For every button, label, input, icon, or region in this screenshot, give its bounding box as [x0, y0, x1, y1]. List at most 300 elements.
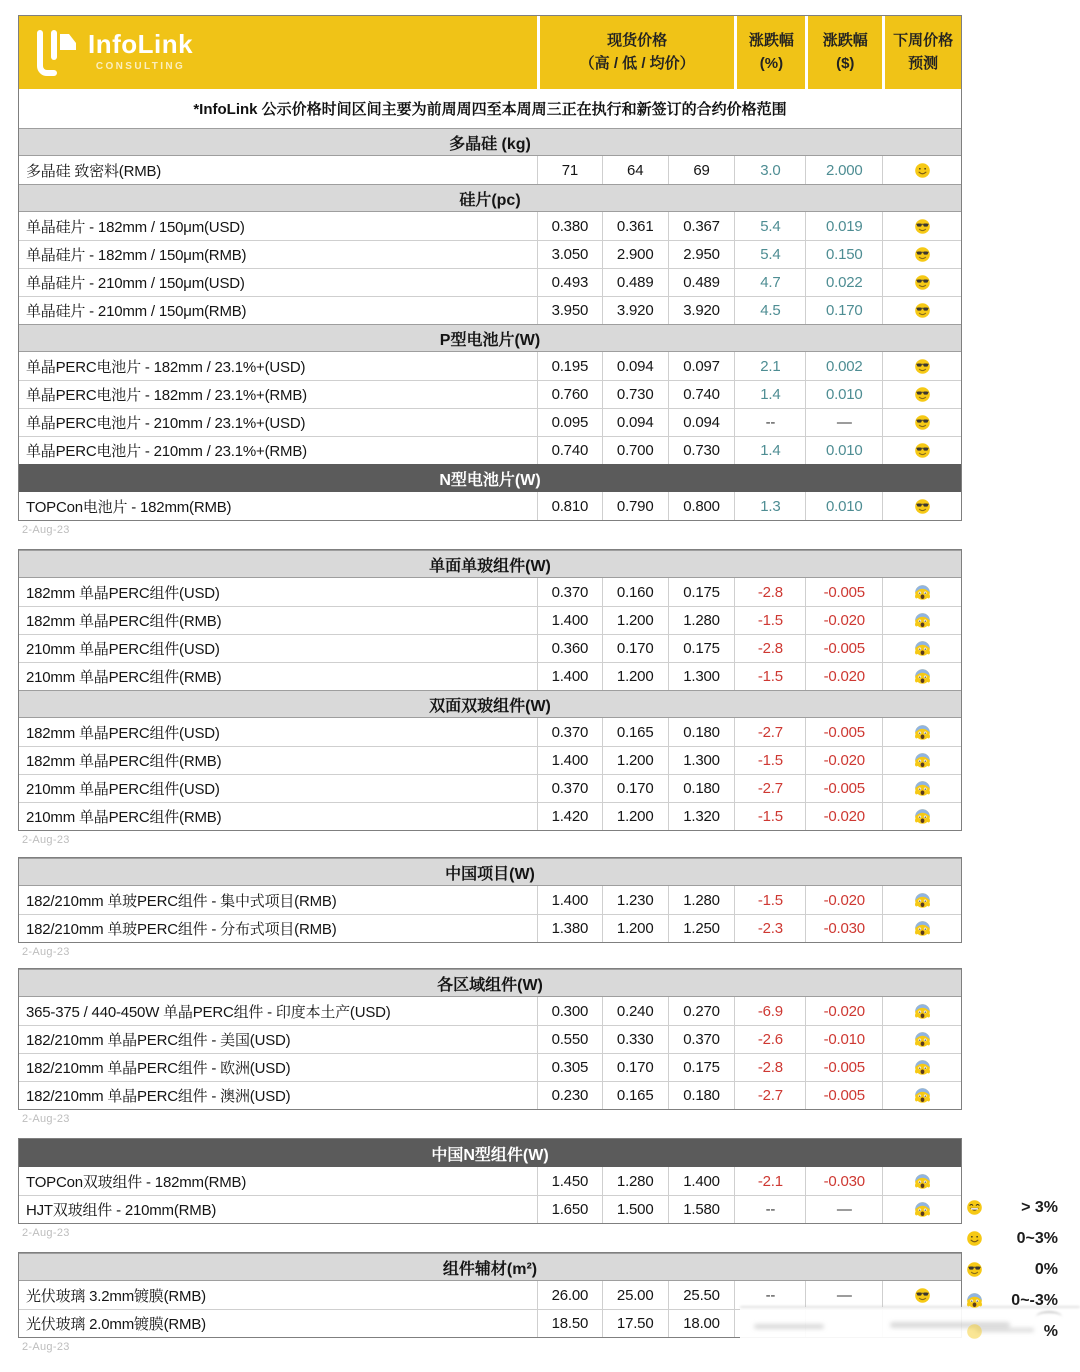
scream-emoji — [966, 1292, 983, 1309]
price-low-cell: 3.920 — [602, 297, 668, 324]
infolink-logo-icon — [33, 28, 79, 78]
price-high-cell: 1.400 — [537, 886, 602, 914]
legend-item — [952, 1285, 1070, 1316]
change-usd-cell: 0.002 — [805, 352, 882, 380]
price-avg-cell: 0.175 — [668, 1054, 735, 1081]
table-row — [19, 997, 961, 1025]
product-label: 多晶硅 致密料(RMB) — [26, 162, 162, 180]
table-row — [19, 802, 961, 830]
forecast-cell — [882, 1167, 961, 1195]
price-low-cell: 0.330 — [602, 1026, 668, 1053]
change-usd-cell: -0.020 — [805, 747, 882, 774]
change-usd-cell: 0.010 — [805, 381, 882, 408]
date-label: 2-Aug-23 — [22, 1341, 70, 1353]
table-row — [19, 1053, 961, 1081]
price-low-cell: 0.361 — [602, 212, 668, 240]
price-avg-cell: 1.580 — [668, 1196, 735, 1223]
brand-name: InfoLink — [88, 29, 194, 60]
price-avg-cell: 0.094 — [668, 409, 735, 436]
scream-emoji — [914, 1087, 931, 1104]
table-row — [19, 914, 961, 942]
price-low-cell: 17.50 — [602, 1310, 668, 1337]
price-high-cell: 0.360 — [537, 635, 602, 662]
change-pct-label: 涨跌幅 — [748, 32, 794, 49]
change-usd-cell: -0.005 — [805, 775, 882, 802]
change-pct-cell: -- — [734, 409, 805, 436]
cool-emoji — [914, 386, 931, 403]
change-usd-cell: 0.019 — [805, 212, 882, 240]
price-avg-cell: 0.800 — [668, 492, 735, 520]
legend-label: > 3% — [1021, 1198, 1058, 1216]
scream-emoji — [914, 752, 931, 769]
forecast-cell — [882, 718, 961, 746]
price-low-cell: 1.230 — [602, 886, 668, 914]
date-label: 2-Aug-23 — [22, 1113, 70, 1125]
table-row — [19, 746, 961, 774]
forecast-cell — [882, 1196, 961, 1223]
price-avg-cell: 0.367 — [668, 212, 735, 240]
price-low-cell: 0.170 — [602, 775, 668, 802]
price-high-cell: 1.400 — [537, 663, 602, 690]
change-usd-cell: 0.010 — [805, 492, 882, 520]
change-usd-cell: -0.020 — [805, 886, 882, 914]
price-high-cell: 0.370 — [537, 578, 602, 606]
scream-emoji — [914, 808, 931, 825]
smile-emoji — [966, 1230, 983, 1247]
product-label: 365-375 / 440-450W 单晶PERC组件 - 印度本土产(USD) — [26, 1003, 391, 1021]
change-pct-cell: -- — [734, 1196, 805, 1223]
cool-emoji — [914, 358, 931, 375]
table-row — [19, 436, 961, 464]
product-label: HJT双玻组件 - 210mm(RMB) — [26, 1202, 217, 1219]
table-row — [19, 662, 961, 690]
price-low-cell: 1.200 — [602, 663, 668, 690]
forecast-cell — [882, 886, 961, 914]
forecast-label: 下周价格 — [893, 32, 954, 49]
price-high-cell: 0.760 — [537, 381, 602, 408]
price-low-cell: 0.240 — [602, 997, 668, 1025]
section-header: 双面双玻组件(W) — [19, 690, 961, 718]
price-avg-cell: 0.740 — [668, 381, 735, 408]
price-high-cell: 0.810 — [537, 492, 602, 520]
price-low-cell: 1.280 — [602, 1167, 668, 1195]
ghost-emoji — [966, 1323, 983, 1340]
price-low-cell: 0.165 — [602, 718, 668, 746]
product-label: 210mm 单晶PERC组件(RMB) — [26, 809, 222, 826]
forecast-column-header — [882, 16, 961, 89]
change-usd-column-header — [805, 16, 882, 89]
forecast-cell — [882, 1281, 961, 1309]
table-row — [19, 774, 961, 802]
change-pct-cell: -2.7 — [734, 718, 805, 746]
table-row — [19, 212, 961, 240]
change-pct-cell: -6.9 — [734, 997, 805, 1025]
change-usd-cell: -0.005 — [805, 718, 882, 746]
table-row — [19, 380, 961, 408]
price-avg-cell: 0.175 — [668, 635, 735, 662]
change-usd-cell: — — [805, 1196, 882, 1223]
forecast-cell — [882, 635, 961, 662]
table-row — [19, 1167, 961, 1195]
product-label: TOPCon电池片 - 182mm(RMB) — [26, 498, 232, 516]
legend-item — [952, 1223, 1070, 1254]
price-low-cell: 0.489 — [602, 269, 668, 296]
forecast-cell — [882, 915, 961, 942]
price-low-cell: 1.500 — [602, 1196, 668, 1223]
forecast-cell — [882, 747, 961, 774]
change-pct-cell: -2.8 — [734, 578, 805, 606]
product-label: 单晶PERC电池片 - 182mm / 23.1%+(RMB) — [26, 387, 307, 404]
product-label: 单晶硅片 - 182mm / 150μm(RMB) — [26, 247, 247, 264]
change-pct-cell: -1.5 — [734, 803, 805, 830]
legend-label: 0~3% — [1016, 1229, 1058, 1247]
scream-emoji — [914, 724, 931, 741]
forecast-cell — [882, 775, 961, 802]
forecast-cell — [882, 297, 961, 324]
price-low-cell: 0.094 — [602, 409, 668, 436]
price-avg-cell: 1.250 — [668, 915, 735, 942]
change-usd-cell: -0.020 — [805, 997, 882, 1025]
change-pct-cell: 3.0 — [734, 156, 805, 184]
product-label: 182/210mm 单晶PERC组件 - 澳洲(USD) — [26, 1088, 291, 1105]
price-high-cell: 1.400 — [537, 747, 602, 774]
price-avg-cell: 25.50 — [668, 1281, 735, 1309]
forecast-cell — [882, 803, 961, 830]
product-label: 单晶PERC电池片 - 182mm / 23.1%+(USD) — [26, 358, 306, 376]
scream-emoji — [914, 612, 931, 629]
cool-emoji — [914, 414, 931, 431]
change-pct-cell: -2.6 — [734, 1026, 805, 1053]
price-avg-cell: 0.370 — [668, 1026, 735, 1053]
smile-emoji — [914, 162, 931, 179]
price-high-cell: 0.550 — [537, 1026, 602, 1053]
legend-item — [952, 1254, 1070, 1285]
price-avg-cell: 1.320 — [668, 803, 735, 830]
price-high-cell: 1.650 — [537, 1196, 602, 1223]
table-row — [19, 156, 961, 184]
table-row — [19, 268, 961, 296]
table-row — [19, 296, 961, 324]
section-header: 中国N型组件(W) — [19, 1139, 961, 1167]
change-usd-cell: 0.150 — [805, 241, 882, 268]
cool-emoji — [914, 274, 931, 291]
price-low-cell: 0.165 — [602, 1082, 668, 1109]
forecast-cell — [882, 1026, 961, 1053]
table-row — [19, 492, 961, 520]
scream-emoji — [914, 584, 931, 601]
date-label: 2-Aug-23 — [22, 524, 70, 536]
product-label: 182/210mm 单晶PERC组件 - 美国(USD) — [26, 1032, 291, 1049]
scream-emoji — [914, 892, 931, 909]
forecast-cell — [882, 578, 961, 606]
price-low-cell: 1.200 — [602, 915, 668, 942]
product-label: 单晶PERC电池片 - 210mm / 23.1%+(USD) — [26, 415, 306, 432]
table-row — [19, 1195, 961, 1223]
change-usd-cell: -0.020 — [805, 663, 882, 690]
grin-emoji — [966, 1199, 983, 1216]
change-usd-cell: -0.030 — [805, 1167, 882, 1195]
price-avg-cell: 0.180 — [668, 1082, 735, 1109]
section-header: 单面单玻组件(W) — [19, 550, 961, 578]
spot-price-column-header — [537, 16, 735, 89]
product-label: 单晶硅片 - 210mm / 150μm(USD) — [26, 275, 245, 292]
price-table-modules — [18, 549, 962, 846]
change-pct-cell: -2.8 — [734, 1054, 805, 1081]
price-high-cell: 1.380 — [537, 915, 602, 942]
product-label: 182mm 单晶PERC组件(USD) — [26, 584, 220, 602]
change-pct-cell: 5.4 — [734, 212, 805, 240]
price-low-cell: 1.200 — [602, 607, 668, 634]
forecast-cell — [882, 156, 961, 184]
change-pct-cell: -1.5 — [734, 607, 805, 634]
forecast-legend — [952, 1192, 1070, 1347]
price-low-cell: 2.900 — [602, 241, 668, 268]
price-low-cell: 0.700 — [602, 437, 668, 464]
section-header: 硅片(pc) — [19, 184, 961, 212]
product-label: 182mm 单晶PERC组件(USD) — [26, 724, 220, 742]
price-high-cell: 1.420 — [537, 803, 602, 830]
price-low-cell: 0.170 — [602, 1054, 668, 1081]
price-high-cell: 26.00 — [537, 1281, 602, 1309]
price-avg-cell: 2.950 — [668, 241, 735, 268]
price-table-upstream — [18, 15, 962, 536]
price-avg-cell: 3.920 — [668, 297, 735, 324]
legend-label: % — [1043, 1322, 1058, 1340]
section-header: 各区域组件(W) — [19, 969, 961, 997]
table-row — [19, 634, 961, 662]
price-high-cell: 0.493 — [537, 269, 602, 296]
section-header: N型电池片(W) — [19, 464, 961, 492]
price-high-cell: 1.450 — [537, 1167, 602, 1195]
change-usd-cell: -0.020 — [805, 607, 882, 634]
cool-emoji — [914, 442, 931, 459]
product-label: TOPCon双玻组件 - 182mm(RMB) — [26, 1173, 247, 1191]
scream-emoji — [914, 1173, 931, 1190]
forecast-cell — [882, 269, 961, 296]
change-pct-cell: -1.5 — [734, 886, 805, 914]
change-pct-cell: 1.4 — [734, 381, 805, 408]
forecast-cell — [882, 409, 961, 436]
price-high-cell: 3.050 — [537, 241, 602, 268]
infolink-logo — [33, 28, 193, 78]
price-avg-cell: 1.300 — [668, 663, 735, 690]
legend-label: 0% — [1034, 1260, 1058, 1278]
section-header: 组件辅材(m²) — [19, 1253, 961, 1281]
product-label: 光伏玻璃 2.0mm镀膜(RMB) — [26, 1316, 206, 1333]
change-pct-cell: -- — [734, 1281, 805, 1309]
brand-header-cell — [19, 16, 537, 89]
price-avg-cell: 18.00 — [668, 1310, 735, 1337]
price-low-cell: 1.200 — [602, 803, 668, 830]
price-high-cell: 0.740 — [537, 437, 602, 464]
section-header: P型电池片(W) — [19, 324, 961, 352]
spot-price-label: 现货价格 — [607, 32, 668, 49]
brand-subtitle: CONSULTING — [95, 60, 186, 72]
cool-emoji — [914, 302, 931, 319]
price-high-cell: 3.950 — [537, 297, 602, 324]
change-usd-label: 涨跌幅 — [822, 32, 868, 49]
forecast-cell — [882, 1082, 961, 1109]
price-low-cell: 0.094 — [602, 352, 668, 380]
forecast-cell — [882, 997, 961, 1025]
change-usd-cell: 0.022 — [805, 269, 882, 296]
table-row — [19, 886, 961, 914]
price-low-cell: 25.00 — [602, 1281, 668, 1309]
price-table-regional — [18, 968, 962, 1125]
cool-emoji — [914, 498, 931, 515]
cool-emoji — [914, 1287, 931, 1304]
price-low-cell: 0.160 — [602, 578, 668, 606]
table-row — [19, 578, 961, 606]
table-row — [19, 1281, 961, 1309]
section-header: 中国项目(W) — [19, 858, 961, 886]
change-usd-cell: 2.000 — [805, 156, 882, 184]
section-header: 多晶硅 (kg) — [19, 128, 961, 156]
table-row — [19, 1025, 961, 1053]
product-label: 182mm 单晶PERC组件(RMB) — [26, 613, 222, 630]
change-pct-cell: 1.3 — [734, 492, 805, 520]
cool-emoji — [966, 1261, 983, 1278]
legend-item — [952, 1192, 1070, 1223]
price-avg-cell: 0.180 — [668, 718, 735, 746]
change-usd-cell: -0.005 — [805, 1082, 882, 1109]
scream-emoji — [914, 668, 931, 685]
change-pct-cell: -1.5 — [734, 747, 805, 774]
date-label: 2-Aug-23 — [22, 946, 70, 958]
forecast-cell — [882, 241, 961, 268]
cool-emoji — [914, 246, 931, 263]
forecast-sublabel: 预测 — [908, 54, 939, 72]
legend-label: 0~-3% — [1011, 1291, 1058, 1309]
forecast-cell — [882, 212, 961, 240]
product-label: 210mm 单晶PERC组件(USD) — [26, 641, 220, 658]
table-row — [19, 240, 961, 268]
price-high-cell: 0.095 — [537, 409, 602, 436]
product-label: 单晶PERC电池片 - 210mm / 23.1%+(RMB) — [26, 443, 307, 460]
table-row — [19, 1081, 961, 1109]
scream-emoji — [914, 1201, 931, 1218]
price-avg-cell: 0.175 — [668, 578, 735, 606]
change-usd-cell: -0.005 — [805, 1054, 882, 1081]
price-high-cell: 0.300 — [537, 997, 602, 1025]
forecast-cell — [882, 1054, 961, 1081]
change-pct-cell: -2.1 — [734, 1167, 805, 1195]
change-usd-cell: -0.030 — [805, 915, 882, 942]
price-low-cell: 64 — [602, 156, 668, 184]
price-avg-cell: 0.270 — [668, 997, 735, 1025]
change-pct-unit: (%) — [759, 54, 784, 72]
price-high-cell: 0.380 — [537, 212, 602, 240]
price-note: *InfoLink 公示价格时间区间主要为前周周四至本周周三正在执行和新签订的合约价格范围 — [193, 101, 787, 118]
change-usd-cell: — — [805, 1281, 882, 1309]
product-label: 单晶硅片 - 182mm / 150μm(USD) — [26, 218, 245, 236]
table-row — [19, 352, 961, 380]
price-low-cell: 0.170 — [602, 635, 668, 662]
price-high-cell: 0.370 — [537, 718, 602, 746]
smudge-mark — [754, 1324, 824, 1329]
change-usd-cell: 0.010 — [805, 437, 882, 464]
scream-emoji — [914, 1003, 931, 1020]
change-pct-cell: 4.7 — [734, 269, 805, 296]
price-high-cell: 0.305 — [537, 1054, 602, 1081]
change-pct-cell: 4.5 — [734, 297, 805, 324]
price-avg-cell: 1.400 — [668, 1167, 735, 1195]
change-pct-cell: -1.5 — [734, 663, 805, 690]
scream-emoji — [914, 1031, 931, 1048]
legend-item — [952, 1316, 1070, 1347]
product-label: 182/210mm 单晶PERC组件 - 欧洲(USD) — [26, 1060, 291, 1077]
change-pct-cell: -2.7 — [734, 775, 805, 802]
scream-emoji — [914, 640, 931, 657]
forecast-cell — [882, 663, 961, 690]
price-table-china-ntype — [18, 1138, 962, 1239]
cool-emoji — [914, 218, 931, 235]
forecast-cell — [882, 607, 961, 634]
price-low-cell: 0.730 — [602, 381, 668, 408]
change-usd-cell: 0.170 — [805, 297, 882, 324]
table-row — [19, 408, 961, 436]
price-avg-cell: 1.300 — [668, 747, 735, 774]
scream-emoji — [914, 920, 931, 937]
table-header-row — [19, 16, 961, 89]
date-label: 2-Aug-23 — [22, 834, 70, 846]
change-pct-cell: 1.4 — [734, 437, 805, 464]
change-usd-unit: ($) — [836, 54, 855, 72]
price-high-cell: 18.50 — [537, 1310, 602, 1337]
change-pct-cell: 2.1 — [734, 352, 805, 380]
spot-price-sublabel: （高 / 低 / 均价） — [579, 54, 695, 72]
forecast-cell — [882, 437, 961, 464]
price-high-cell: 71 — [537, 156, 602, 184]
table-row — [19, 718, 961, 746]
price-high-cell: 0.195 — [537, 352, 602, 380]
forecast-cell — [882, 492, 961, 520]
table-row — [19, 606, 961, 634]
price-avg-cell: 1.280 — [668, 886, 735, 914]
product-label: 单晶硅片 - 210mm / 150μm(RMB) — [26, 303, 247, 320]
product-label: 210mm 单晶PERC组件(USD) — [26, 781, 220, 798]
forecast-cell — [882, 352, 961, 380]
change-pct-column-header — [734, 16, 805, 89]
price-avg-cell: 1.280 — [668, 607, 735, 634]
change-pct-cell: -2.8 — [734, 635, 805, 662]
change-usd-cell: -0.020 — [805, 803, 882, 830]
price-table-china-projects — [18, 857, 962, 958]
date-label: 2-Aug-23 — [22, 1227, 70, 1239]
price-high-cell: 1.400 — [537, 607, 602, 634]
product-label: 182/210mm 单玻PERC组件 - 集中式项目(RMB) — [26, 892, 337, 910]
product-label: 光伏玻璃 3.2mm镀膜(RMB) — [26, 1287, 206, 1305]
forecast-cell — [882, 381, 961, 408]
change-pct-cell: 5.4 — [734, 241, 805, 268]
price-high-cell: 0.230 — [537, 1082, 602, 1109]
product-label: 210mm 单晶PERC组件(RMB) — [26, 669, 222, 686]
price-low-cell: 1.200 — [602, 747, 668, 774]
price-avg-cell: 0.180 — [668, 775, 735, 802]
price-avg-cell: 69 — [668, 156, 735, 184]
change-usd-cell: — — [805, 409, 882, 436]
scream-emoji — [914, 780, 931, 797]
change-usd-cell: -0.010 — [805, 1026, 882, 1053]
price-low-cell: 0.790 — [602, 492, 668, 520]
product-label: 182/210mm 单玻PERC组件 - 分布式项目(RMB) — [26, 921, 337, 938]
price-avg-cell: 0.097 — [668, 352, 735, 380]
change-pct-cell: -2.7 — [734, 1082, 805, 1109]
price-high-cell: 0.370 — [537, 775, 602, 802]
price-avg-cell: 0.489 — [668, 269, 735, 296]
scream-emoji — [914, 1059, 931, 1076]
change-pct-cell: -2.3 — [734, 915, 805, 942]
